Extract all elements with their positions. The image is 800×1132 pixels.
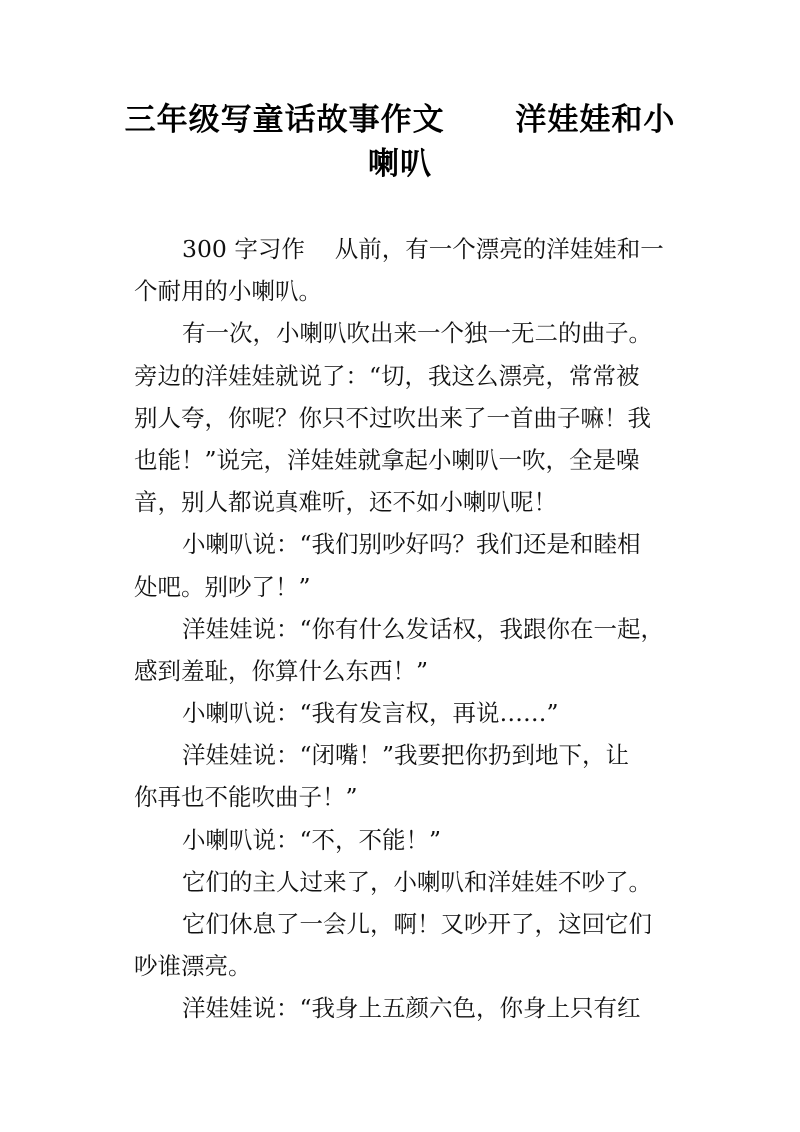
text-line: 音，别人都说真难听，还不如小喇叭呢！ [134,488,557,517]
text-line: 也能！”说完，洋娃娃就拿起小喇叭一吹，全是噪 [134,445,640,474]
title-line-1: 三年级写童话故事作文 洋娃娃和小 [124,102,676,138]
title-line-2: 喇叭 [368,146,432,182]
text-line: 别人夸，你呢？你只不过吹出来了一首曲子嘛！我 [134,403,651,432]
text-line: 处吧。别吵了！” [134,572,311,601]
text-line: 吵谁漂亮。 [134,952,252,981]
text-line: 它们休息了一会儿，啊！又吵开了，这回它们 [182,910,652,938]
text-line: 小喇叭说：“不，不能！” [182,825,442,854]
text-line: 有一次，小喇叭吹出来一个独一无二的曲子。 [182,319,652,348]
text-line: 个耐用的小喇叭。 [134,277,322,306]
text-line: 洋娃娃说：“你有什么发话权，我跟你在一起， [182,614,665,643]
text-line: 小喇叭说：“我有发言权，再说……” [182,699,559,728]
text-line: 它们的主人过来了，小喇叭和洋娃娃不吵了。 [182,867,652,896]
text-line: 旁边的洋娃娃就说了：“切，我这么漂亮，常常被 [134,361,640,390]
text-line: 300 字习作 从前，有一个漂亮的洋娃娃和一 [182,235,664,263]
text-line: 洋娃娃说：“我身上五颜六色，你身上只有红 [182,994,641,1023]
text-line: 洋娃娃说：“闭嘴！”我要把你扔到地下，让 [182,741,630,770]
text-line: 小喇叭说：“我们别吵好吗？我们还是和睦相 [182,530,641,559]
story-body [134,228,674,1030]
text-line: 感到羞耻，你算什么东西！” [134,656,429,685]
text-line: 你再也不能吹曲子！” [134,783,358,812]
